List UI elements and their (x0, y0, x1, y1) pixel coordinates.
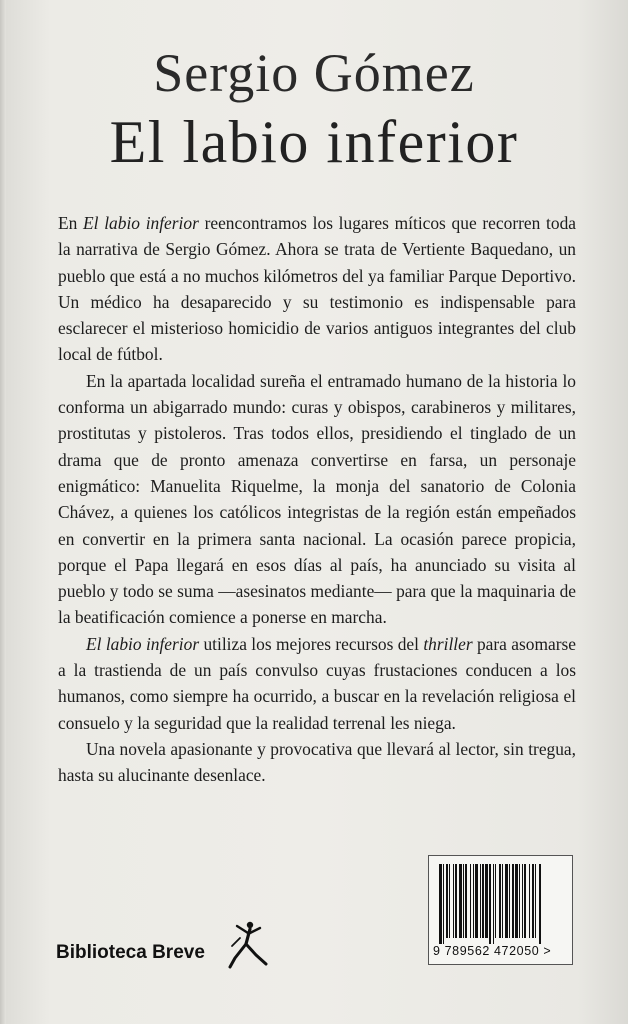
author-name: Sergio Gómez (153, 43, 475, 103)
barcode-bar (515, 864, 518, 938)
barcode-bar (495, 864, 496, 938)
barcode-bar (502, 864, 503, 938)
barcode-bar (522, 864, 523, 938)
blurb-p3-genre: thriller (423, 633, 473, 654)
book-title: El labio inferior (109, 109, 519, 175)
isbn-barcode (439, 864, 564, 944)
blurb-paragraph-2: En la apartada localidad sureña el entramado humano de la historia lo conforma un abigarrado mundo: curas y obispos, carabineros y militares, prostitutas y pistoleros. Tras todos ellos, presidiendo el tinglado de un drama que de pronto amenaza convertirse en farsa, un personaje enigmático: Manuelita Riquelme, la monja del sanatorio de Colonia Chávez, a quienes los católicos integristas de la región están empeñados en convertir en la primera santa nacional. La ocasión parece propicia, porque el Papa llegará en esos días al país, ha anunciado su visita al pueblo y todo se suma —asesinatos mediante— para que la maquinaria de la beatificación comience a ponerse en marcha. (58, 370, 576, 628)
barcode-bar (505, 864, 508, 938)
barcode-bar (453, 864, 454, 938)
blurb-paragraph-4: Una novela apasionante y provocativa que llevará al lector, sin tregua, hasta su alucinante desenlace. (58, 738, 576, 786)
blurb-p3-rest: para asomarse a la trastienda de un país convulso cuyas frustaciones conducen a los humanos, como siempre ha ocurrido, a buscar en la revelación religiosa el consuelo y la seguridad que la realidad terrenal les niega. (58, 633, 576, 733)
barcode-bar (485, 864, 488, 938)
barcode-bar (480, 864, 481, 938)
barcode-bar (482, 864, 484, 938)
barcode-bar (529, 864, 530, 938)
barcode-bar (439, 864, 442, 944)
blurb-paragraph-1 (58, 210, 576, 368)
seix-barral-figure-icon (226, 918, 268, 970)
barcode-bar (446, 864, 448, 938)
blurb-p3-mid: utiliza los mejores recursos del (199, 633, 424, 654)
barcode-bar (509, 864, 510, 938)
barcode-bar (475, 864, 478, 938)
barcode-area (428, 855, 573, 965)
blurb-text (58, 210, 576, 789)
isbn-number (433, 944, 570, 958)
blurb-p1-title: El labio inferior (83, 213, 199, 233)
barcode-bar (489, 864, 491, 944)
blurb-p1-intro: En (58, 213, 84, 233)
barcode-bar (473, 864, 474, 938)
publisher-name: Biblioteca Breve (56, 942, 205, 963)
blurb-paragraph-3 (58, 631, 576, 736)
barcode-bar (465, 864, 467, 938)
barcode-bar (455, 864, 457, 938)
blurb-p3-title: El labio inferior (86, 633, 200, 654)
isbn-digits: 9 789562 472050 (433, 944, 540, 958)
barcode-bar (535, 864, 536, 938)
isbn-arrow: > (543, 944, 552, 958)
barcode-bar (443, 864, 444, 944)
barcode-bar (493, 864, 494, 944)
blurb-p1-rest: reencontramos los lugares míticos que recorren toda la narrativa de Sergio Gómez. Ahora se trata de Vertiente Baquedano, un pueblo que está a no muchos kilómetros del ya familiar Parque Deportivo. Un médico ha desaparecido y su testimonio es indispensable para esclarecer el misterioso homicidio de varios antiguos integrantes del club local de fútbol. (58, 213, 576, 365)
barcode-bar (539, 864, 541, 944)
barcode-bar (463, 864, 464, 938)
barcode-bar (459, 864, 462, 938)
barcode-bar (532, 864, 534, 938)
barcode-bar (519, 864, 520, 938)
barcode-bar (499, 864, 501, 938)
barcode-bar (512, 864, 514, 938)
barcode-bar (524, 864, 526, 938)
barcode-bar (470, 864, 471, 938)
barcode-bar (449, 864, 450, 938)
